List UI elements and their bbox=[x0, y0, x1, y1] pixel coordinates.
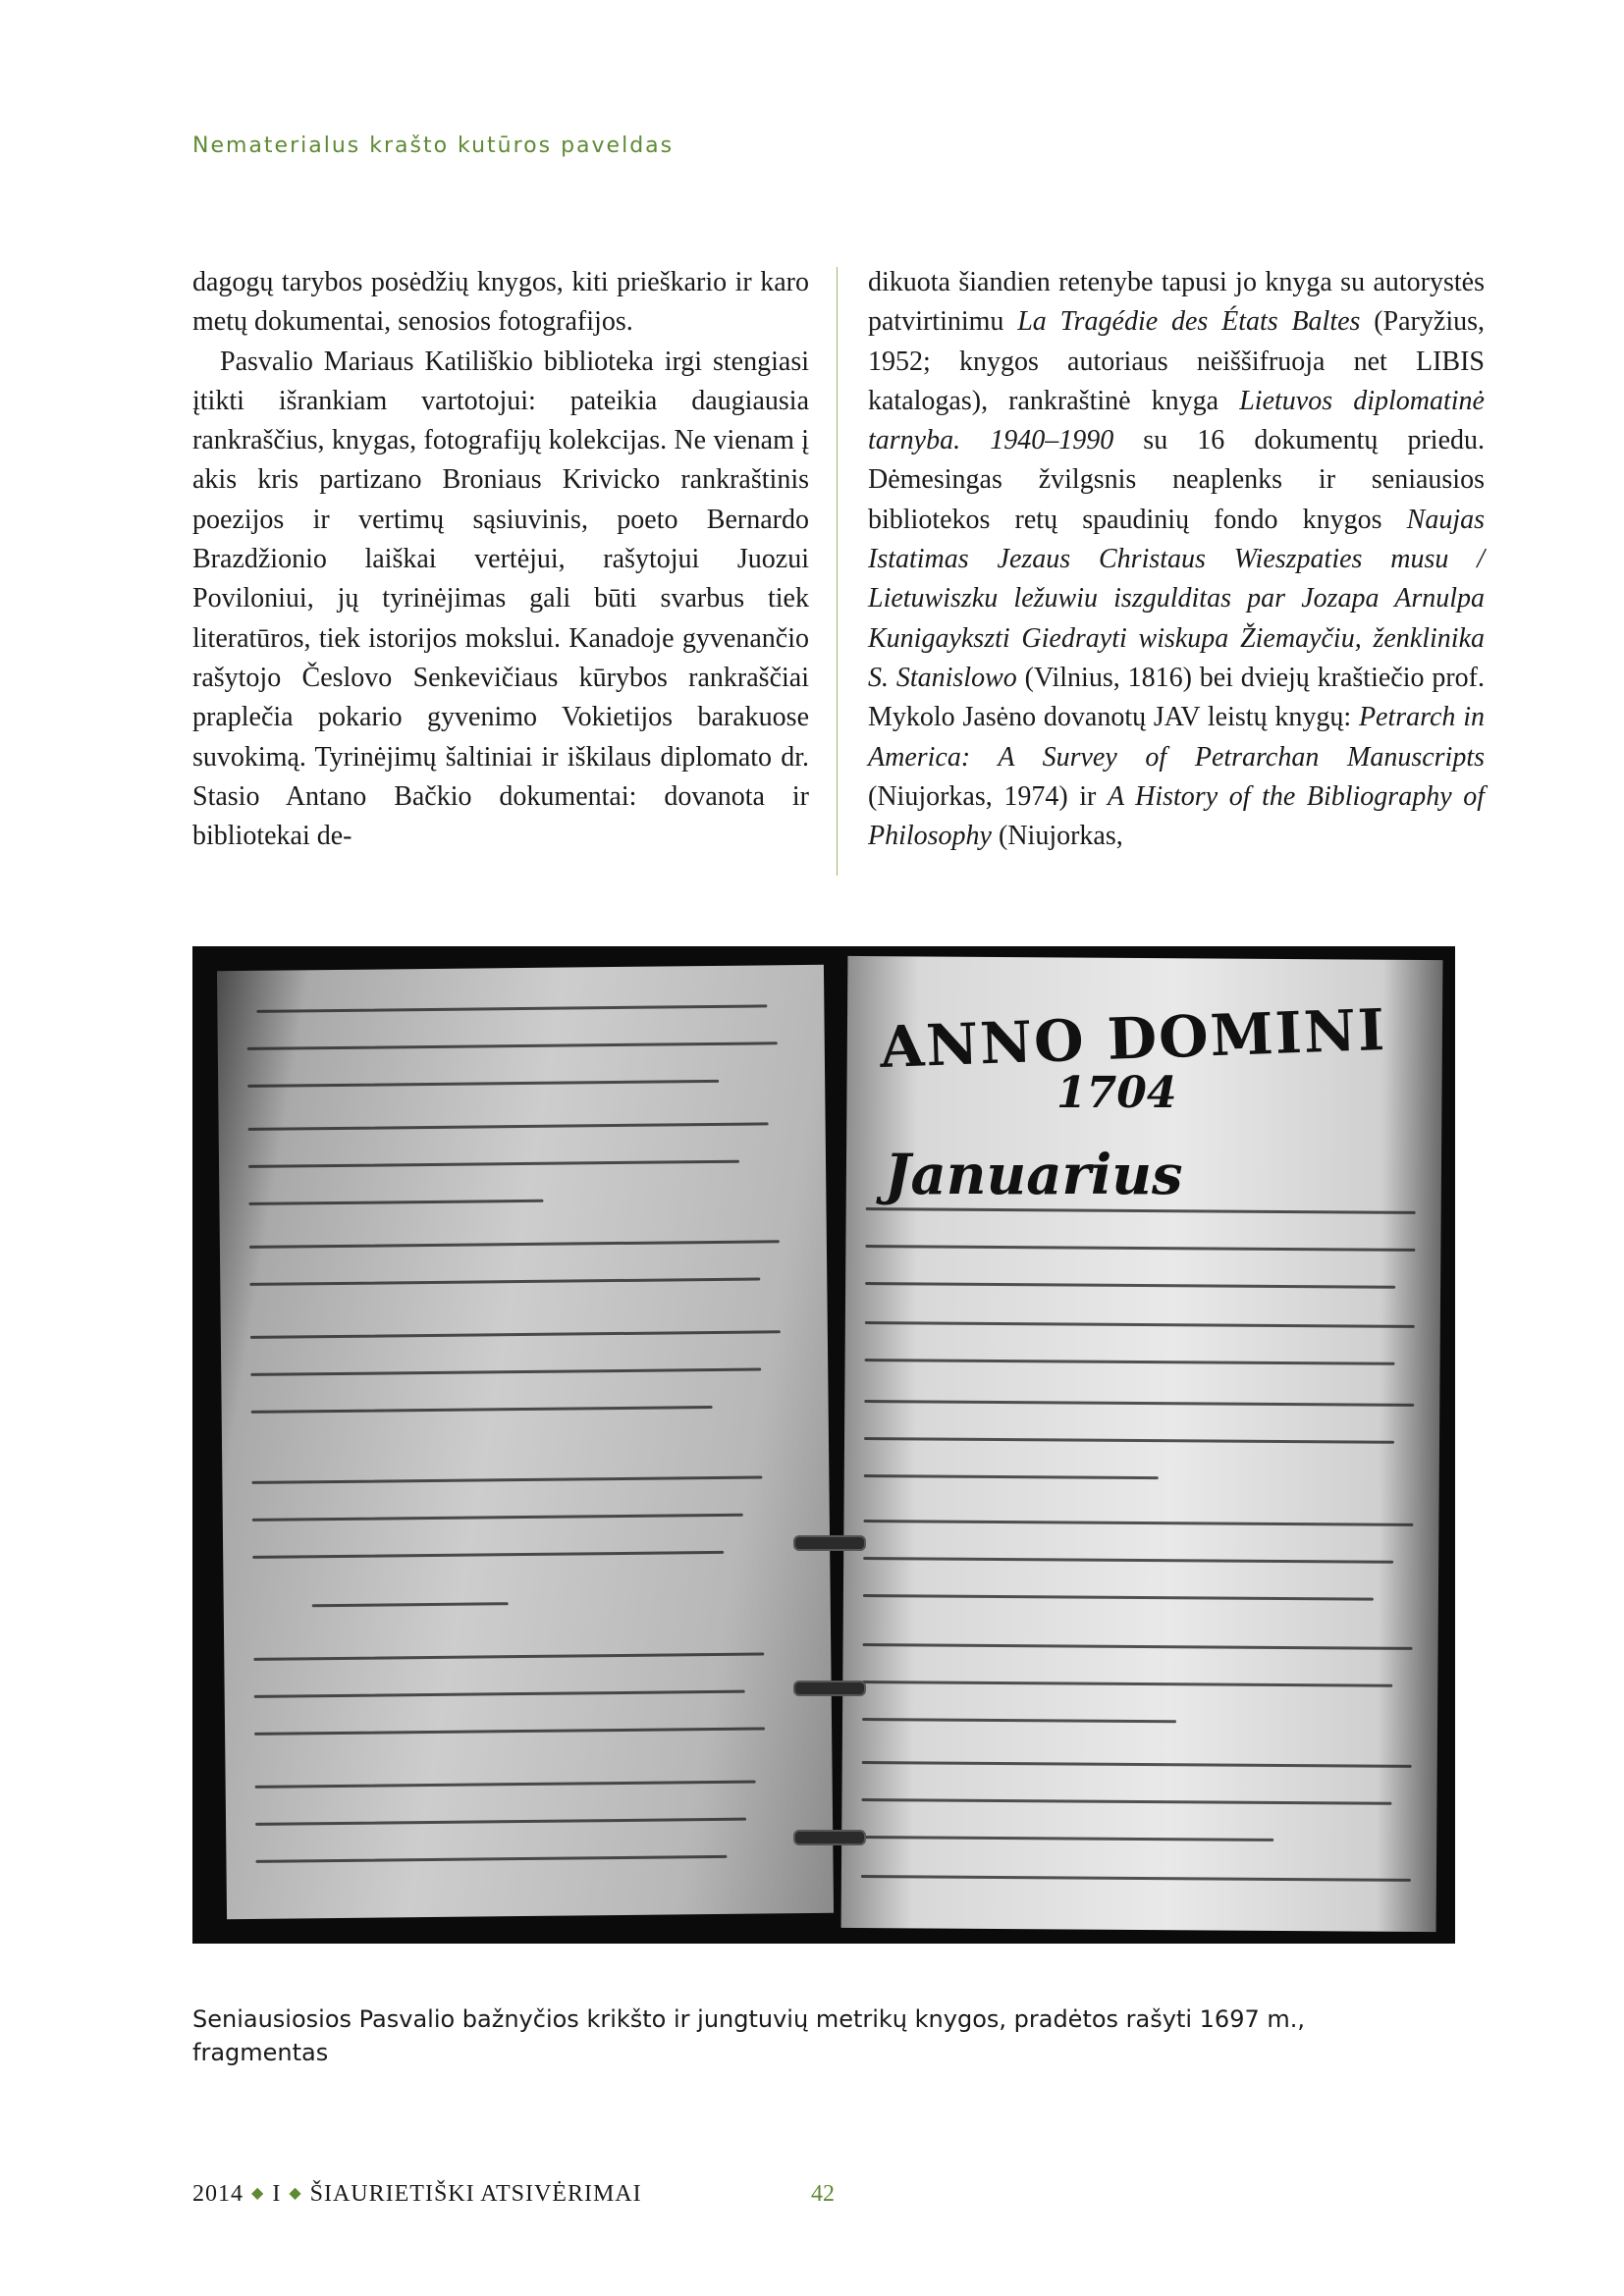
handwriting-line bbox=[251, 1475, 762, 1483]
book-title-diplomatine: Lietuvos diplomatinė tarnyba. 1940–1990 bbox=[868, 385, 1485, 456]
manuscript-year: 1704 bbox=[1056, 1068, 1177, 1118]
handwriting-line bbox=[254, 1727, 765, 1735]
handwriting-line bbox=[862, 1681, 1392, 1687]
handwriting-line bbox=[252, 1551, 724, 1559]
handwriting-line bbox=[863, 1643, 1413, 1650]
diamond-icon: ◆ bbox=[251, 2185, 265, 2202]
footer-year: 2014 bbox=[192, 2181, 244, 2207]
handwriting-line bbox=[247, 1080, 719, 1088]
handwriting-line bbox=[248, 1200, 543, 1205]
handwriting-line bbox=[861, 1836, 1273, 1842]
handwriting-line bbox=[251, 1406, 713, 1414]
handwriting-line bbox=[253, 1652, 764, 1660]
handwriting-line bbox=[255, 1855, 727, 1863]
handwriting-line bbox=[861, 1798, 1391, 1805]
book-title-naujas-istatimas: Naujas Istatimas Jezaus Christaus Wieszpaties musu / Lietuwiszku ležuwiu iszgulditas par Jozapa Arnulpa Kunigaykszti Giedrayti wiskupa Žiemayčiu, ženklinika S. Stanislowo bbox=[868, 504, 1485, 693]
book-title-bibliography: A History of the Bibliography of Philosophy bbox=[868, 780, 1485, 852]
handwriting-line bbox=[254, 1690, 745, 1698]
binding-ring bbox=[793, 1535, 866, 1551]
handwriting-line bbox=[248, 1160, 739, 1168]
handwriting-line bbox=[864, 1400, 1414, 1407]
photo-caption: Seniausiosios Pasvalio bažnyčios krikšto ir jungtuvių metrikų knygos, pradėtos rašyti 1697 m., fragmentas bbox=[192, 2005, 1306, 2066]
handwriting-line bbox=[865, 1321, 1415, 1328]
handwriting-line bbox=[866, 1207, 1416, 1214]
handwriting-line bbox=[862, 1718, 1176, 1723]
handwriting-line bbox=[248, 1122, 769, 1131]
page-footer bbox=[192, 2181, 642, 2208]
binding-ring bbox=[793, 1681, 866, 1696]
manuscript-photo bbox=[192, 946, 1455, 1944]
right-column bbox=[868, 263, 1485, 856]
handwriting-line bbox=[865, 1359, 1395, 1365]
handwriting-line bbox=[861, 1875, 1411, 1882]
handwriting-line bbox=[250, 1367, 761, 1375]
book-title-tragedie: La Tragédie des États Baltes bbox=[1017, 306, 1361, 338]
handwriting-line bbox=[250, 1330, 781, 1339]
right-text-6: (Niujorkas, bbox=[992, 821, 1123, 852]
binding-ring bbox=[793, 1830, 866, 1845]
footer-journal: ŠIAURIETIŠKI ATSIVĖRIMAI bbox=[309, 2181, 642, 2207]
handwriting-line bbox=[247, 1041, 778, 1050]
handwriting-line bbox=[865, 1282, 1395, 1289]
handwriting-line bbox=[863, 1594, 1374, 1601]
running-header: Nematerialus krašto kutūros paveldas bbox=[192, 133, 675, 158]
handwriting-line bbox=[863, 1557, 1393, 1564]
right-text-1: dikuota šiandien retenybe tapusi jo knyga su autorystės patvirtinimu bbox=[868, 267, 1485, 338]
handwriting-line bbox=[252, 1514, 743, 1522]
right-text-2: (Paryžius, 1952; knygos autoriaus neiššifruoja net LIBIS katalogas), rankraštinė knyga bbox=[868, 306, 1485, 416]
right-text-3: su 16 dokumentų priedu. Dėmesingas žvilgsnis neaplenks ir seniausios bibliotekos retų spaudinių fondo knygos bbox=[868, 425, 1485, 535]
manuscript-heading: ANNO DOMINI bbox=[878, 996, 1388, 1081]
left-paragraph-2: Pasvalio Mariaus Katiliškio biblioteka irgi stengiasi įtikti išrankiam vartotojui: pateikia daugiausia rankraščius, knygas, fotografijų kolekcijas. Ne vienam į akis kris partizano Broniaus Krivicko rankraštinis poezijos ir vertimų sąsiuvinis, poeto Bernardo Brazdžionio laiškai vertėjui, rašytojui Juozui Poviloniui, jų tyrinėjimas gali būti svarbus tiek literatūros, tiek istorijos mokslui. Kanadoje gyvenančio rašytojo Česlovo Senkevičiaus kūrybos rankraščiai praplečia pokario gyvenimo Vokietijos barakuose suvokimą. Tyrinėjimų šaltiniai ir iškilaus diplomato dr. Stasio Antano Bačkio dokumentai: dovanota ir bibliotekai de- bbox=[192, 346, 809, 852]
book-title-petrarch: Petrarch in America: A Survey of Petrarchan Manuscripts bbox=[868, 702, 1485, 773]
right-text-5: (Niujorkas, 1974) ir bbox=[868, 780, 1108, 812]
left-column bbox=[192, 263, 809, 856]
diamond-icon: ◆ bbox=[289, 2185, 302, 2202]
handwriting-line bbox=[865, 1245, 1415, 1252]
handwriting-line bbox=[255, 1781, 756, 1789]
handwriting-line bbox=[255, 1818, 746, 1826]
handwriting-line bbox=[862, 1761, 1412, 1768]
manuscript-month: Januarius bbox=[885, 1143, 1183, 1207]
handwriting-line bbox=[864, 1437, 1394, 1444]
right-paragraph bbox=[868, 263, 1485, 856]
handwriting-line bbox=[249, 1240, 780, 1249]
manuscript-left-page bbox=[217, 965, 834, 1919]
handwriting-line bbox=[312, 1602, 509, 1607]
footer-issue: I bbox=[272, 2181, 282, 2207]
left-paragraph-1: dagogų tarybos posėdžių knygos, kiti prieškario ir karo metų dokumentai, senosios fotografijos. bbox=[192, 267, 809, 338]
column-divider bbox=[837, 267, 838, 876]
handwriting-line bbox=[256, 1004, 767, 1012]
right-text-4: (Vilnius, 1816) bei dviejų kraštiečio prof. Mykolo Jasėno dovanotų JAV leistų knygų: bbox=[868, 662, 1485, 733]
handwriting-line bbox=[864, 1474, 1159, 1479]
handwriting-line bbox=[249, 1277, 760, 1285]
page-number: 42 bbox=[811, 2181, 835, 2207]
handwriting-line bbox=[863, 1520, 1413, 1526]
